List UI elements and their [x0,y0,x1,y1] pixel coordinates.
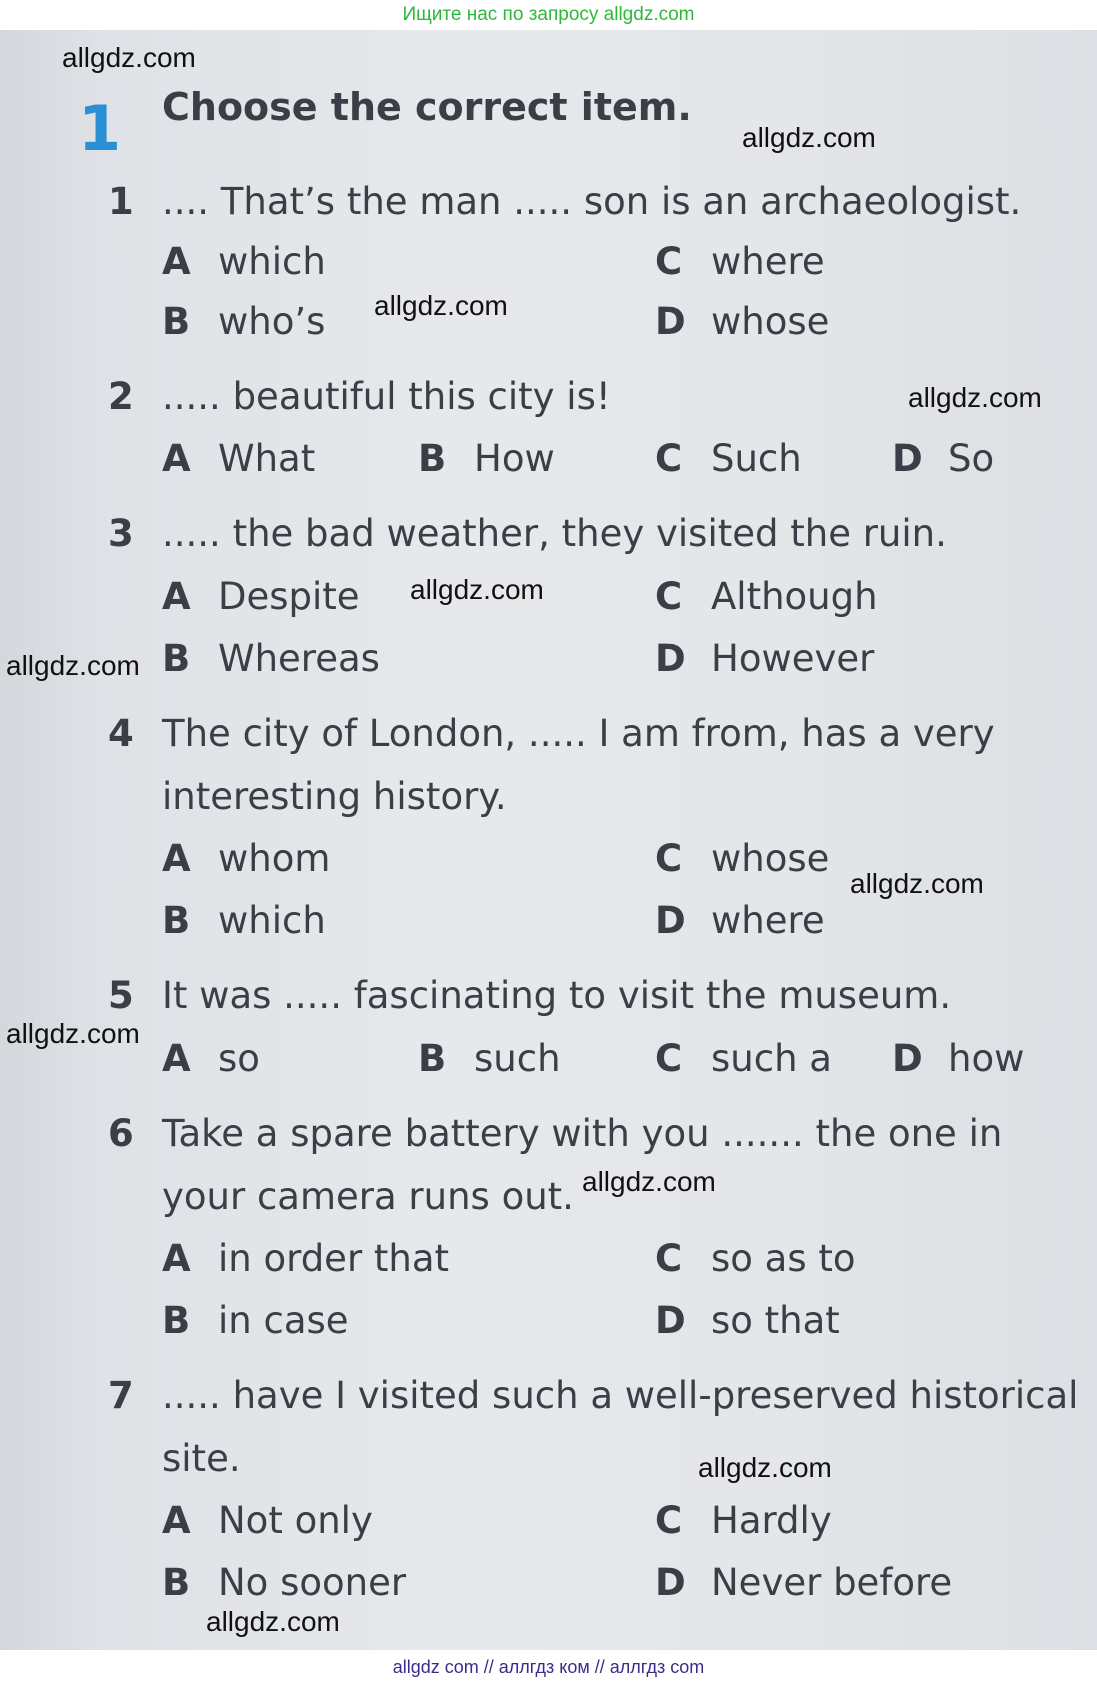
option-a[interactable] [162,1237,449,1280]
option-letter: D [655,1299,686,1342]
question-text-line2: your camera runs out. [162,1175,574,1218]
option-c[interactable] [655,575,878,618]
option-letter: A [162,575,191,618]
option-text: Although [711,575,878,618]
option-letter: B [162,300,191,343]
option-text: in order that [218,1237,450,1280]
option-b[interactable] [162,1561,406,1604]
option-a[interactable] [162,837,330,880]
option-d[interactable] [655,300,829,343]
question-text: It was ..... fascinating to visit the museum. [162,974,952,1017]
option-letter: B [162,1561,191,1604]
question-number: 2 [108,375,134,418]
option-text: where [711,899,825,942]
option-letter: D [655,637,686,680]
option-text: However [711,637,875,680]
footer-text: allgdz com // аллгдз ком // аллгдз com [392,1657,705,1677]
option-c[interactable] [655,1237,856,1280]
option-letter: A [162,1237,191,1280]
option-text: in case [218,1299,349,1342]
question-number: 3 [108,512,134,555]
option-letter: B [162,899,191,942]
watermark: allgdz.com [908,382,1042,413]
option-b[interactable] [418,1037,561,1080]
option-letter: C [655,240,683,283]
question-number: 7 [108,1374,134,1417]
watermark: allgdz.com [62,42,196,73]
option-b[interactable] [418,437,555,480]
option-text: Not only [218,1499,373,1542]
option-letter: A [162,1499,191,1542]
option-c[interactable] [655,1499,832,1542]
watermark: allgdz.com [698,1452,832,1483]
question-number: 4 [108,712,134,755]
option-letter: D [892,1037,923,1080]
option-text: How [474,437,555,480]
option-letter: B [162,637,191,680]
question-text: ..... beautiful this city is! [162,375,611,418]
option-letter: A [162,240,191,283]
watermark: allgdz.com [6,650,140,681]
option-d[interactable] [655,899,825,942]
watermark: allgdz.com [6,1018,140,1049]
question-number: 5 [108,974,134,1017]
watermark: allgdz.com [850,868,984,899]
option-letter: D [892,437,923,480]
option-text: which [218,899,326,942]
option-d[interactable] [892,1037,1024,1080]
option-text: how [948,1037,1025,1080]
question-text: The city of London, ..... I am from, has a very [162,712,995,755]
watermark: allgdz.com [374,290,508,321]
question-number: 6 [108,1112,134,1155]
option-text: so [218,1037,260,1080]
question-text-line2: site. [162,1437,241,1480]
option-text: whose [711,300,830,343]
option-text: whose [711,837,830,880]
option-letter: A [162,437,191,480]
option-a[interactable] [162,240,326,283]
option-letter: A [162,1037,191,1080]
option-letter: D [655,1561,686,1604]
option-text: such a [711,1037,832,1080]
question-text: Take a spare battery with you ....... the one in [162,1112,1003,1155]
option-text: which [218,240,326,283]
top-banner [0,0,1097,30]
search-hint-text: Ищите нас по запросу allgdz.com [402,4,695,25]
option-text: Despite [218,575,360,618]
option-letter: C [655,1237,683,1280]
option-text: Whereas [218,637,380,680]
exercise-number: 1 [78,92,122,165]
option-d[interactable] [655,637,874,680]
watermark: allgdz.com [410,574,544,605]
option-text: whom [218,837,331,880]
option-d[interactable] [655,1561,952,1604]
option-b[interactable] [162,1299,349,1342]
watermark: allgdz.com [206,1606,340,1637]
option-c[interactable] [655,240,825,283]
option-text: Never before [711,1561,953,1604]
option-letter: C [655,1037,683,1080]
option-text: where [711,240,825,283]
question-number: 1 [108,180,134,223]
option-letter: D [655,300,686,343]
watermark: allgdz.com [742,122,876,153]
exercise-title: Choose the correct item. [162,85,692,129]
option-a[interactable] [162,575,360,618]
option-c[interactable] [655,837,829,880]
option-c[interactable] [655,437,802,480]
option-b[interactable] [162,899,326,942]
option-letter: D [655,899,686,942]
option-letter: C [655,575,683,618]
option-text: Hardly [711,1499,832,1542]
option-text: so as to [711,1237,856,1280]
option-b[interactable] [162,300,325,343]
option-letter: C [655,437,683,480]
option-text: So [948,437,995,480]
option-letter: B [418,1037,447,1080]
option-a[interactable] [162,1499,373,1542]
question-text: .... That’s the man ..... son is an archaeologist. [162,180,1022,223]
option-d[interactable] [892,437,994,480]
option-d[interactable] [655,1299,840,1342]
question-text: ..... the bad weather, they visited the ruin. [162,512,947,555]
option-letter: C [655,1499,683,1542]
option-a[interactable] [162,437,315,480]
option-text: who’s [218,300,326,343]
question-text: ..... have I visited such a well-preserved historical [162,1374,1079,1417]
option-letter: A [162,837,191,880]
question-text-line2: interesting history. [162,775,507,818]
footer-banner [0,1650,1097,1685]
option-text: What [218,437,316,480]
option-c[interactable] [655,1037,832,1080]
option-text: such [474,1037,561,1080]
option-text: No sooner [218,1561,407,1604]
watermark: allgdz.com [582,1166,716,1197]
option-letter: B [418,437,447,480]
option-a[interactable] [162,1037,260,1080]
option-text: Such [711,437,802,480]
option-b[interactable] [162,637,380,680]
option-letter: C [655,837,683,880]
option-text: so that [711,1299,840,1342]
option-letter: B [162,1299,191,1342]
